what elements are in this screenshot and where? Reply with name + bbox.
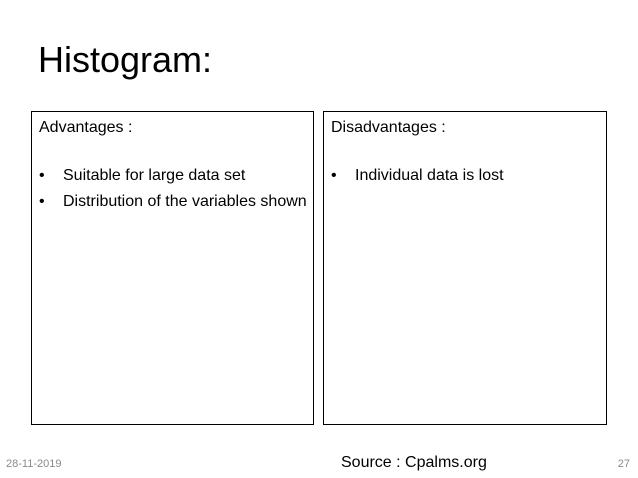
slide-title: Histogram: bbox=[38, 39, 213, 80]
advantages-heading: Advantages : bbox=[39, 119, 133, 136]
bullet-icon: • bbox=[331, 167, 337, 184]
source-citation: Source : Cpalms.org bbox=[341, 454, 487, 471]
bullet-icon: • bbox=[39, 167, 45, 184]
list-item bbox=[39, 192, 307, 212]
list-item bbox=[39, 166, 307, 186]
advantage-text: Distribution of the variables shown bbox=[63, 193, 307, 210]
disadvantages-heading: Disadvantages : bbox=[331, 119, 446, 136]
disadvantages-panel bbox=[323, 111, 607, 425]
bullet-icon: • bbox=[39, 193, 45, 210]
footer-date: 28-11-2019 bbox=[6, 458, 62, 470]
advantages-panel bbox=[31, 111, 314, 425]
disadvantages-list bbox=[331, 166, 600, 186]
list-item bbox=[331, 166, 600, 186]
page-number: 27 bbox=[617, 458, 630, 470]
disadvantage-text: Individual data is lost bbox=[355, 167, 504, 184]
advantage-text: Suitable for large data set bbox=[63, 167, 246, 184]
advantages-list bbox=[39, 166, 307, 212]
